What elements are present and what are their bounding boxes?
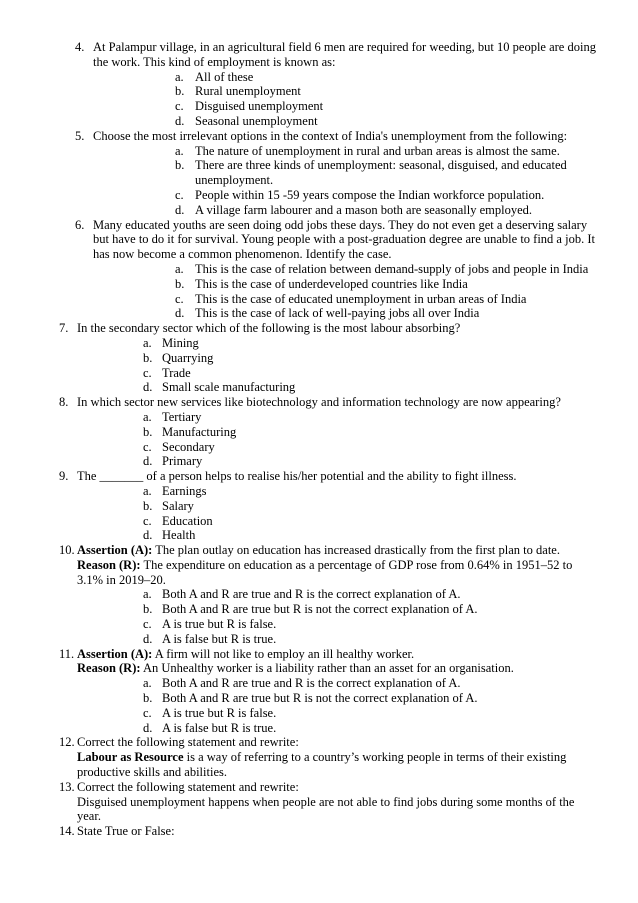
option-text: Both A and R are true and R is the correct explanation of A. xyxy=(162,676,461,691)
option-letter: d. xyxy=(143,380,153,395)
option-d xyxy=(77,632,598,647)
option-letter: a. xyxy=(143,676,152,691)
assertion-text: The plan outlay on education has increased drastically from the first plan to date. xyxy=(152,543,560,558)
option-letter: d. xyxy=(143,631,153,646)
option-a xyxy=(93,144,598,159)
option-text: All of these xyxy=(195,69,254,84)
reason-statement xyxy=(77,558,598,588)
question-number: 6. xyxy=(75,217,85,232)
assertion-text: A firm will not like to employ an ill healthy worker. xyxy=(152,646,415,661)
option-list xyxy=(93,262,598,321)
option-d xyxy=(93,203,598,218)
option-a xyxy=(77,484,598,499)
option-c xyxy=(77,366,598,381)
option-text: Seasonal unemployment xyxy=(195,113,318,128)
option-text: People within 15 -59 years compose the Indian workforce population. xyxy=(195,187,545,202)
option-letter: a. xyxy=(143,483,152,498)
option-list xyxy=(93,70,598,129)
option-text: Disguised unemployment xyxy=(195,99,324,114)
option-letter: c. xyxy=(175,99,184,114)
question-text: Correct the following statement and rewrite: xyxy=(77,735,299,750)
option-c xyxy=(77,706,598,721)
option-d xyxy=(77,721,598,736)
question-number: 8. xyxy=(59,395,69,410)
option-b xyxy=(77,602,598,617)
option-text: Earnings xyxy=(162,483,207,498)
option-list xyxy=(77,676,598,735)
statement-text: is a way of referring to a country’s working people in terms of their existing productive skills and abilities. xyxy=(77,750,567,780)
reason-label: Reason (R): xyxy=(77,557,141,572)
question-12 xyxy=(0,735,638,779)
option-letter: c. xyxy=(143,439,152,454)
option-letter: d. xyxy=(175,202,185,217)
option-letter: a. xyxy=(143,409,152,424)
option-text: Both A and R are true but R is not the correct explanation of A. xyxy=(162,602,478,617)
question-10 xyxy=(0,543,638,647)
option-letter: b. xyxy=(175,158,185,173)
question-number: 10. xyxy=(59,543,75,558)
option-letter: d. xyxy=(143,720,153,735)
option-text: Primary xyxy=(162,454,203,469)
assertion-statement xyxy=(77,543,598,558)
question-text: Many educated youths are seen doing odd jobs these days. They do not even get a deserving salary but have to do it for survival. Young people with a post-graduation degree are unable to find a job. It has now become a common phenomenon. Identify the case. xyxy=(93,217,595,262)
option-a xyxy=(77,336,598,351)
option-d xyxy=(77,380,598,395)
option-letter: d. xyxy=(175,306,185,321)
option-c xyxy=(93,99,598,114)
option-text: This is the case of underdeveloped countries like India xyxy=(195,276,468,291)
question-number: 4. xyxy=(75,40,85,54)
option-text: The nature of unemployment in rural and urban areas is almost the same. xyxy=(195,143,560,158)
option-a xyxy=(93,70,598,85)
option-letter: d. xyxy=(175,113,185,128)
question-text: State True or False: xyxy=(77,824,175,839)
option-b xyxy=(77,691,598,706)
statement-bold-term: Labour as Resource xyxy=(77,750,184,765)
question-5 xyxy=(0,129,638,218)
question-11 xyxy=(0,647,638,736)
option-text: Salary xyxy=(162,498,194,513)
question-text: In the secondary sector which of the following is the most labour absorbing? xyxy=(77,321,461,336)
question-number: 5. xyxy=(75,128,85,143)
option-text: This is the case of educated unemployment in urban areas of India xyxy=(195,291,527,306)
option-a xyxy=(93,262,598,277)
reason-label: Reason (R): xyxy=(77,661,141,676)
option-c xyxy=(93,292,598,307)
option-letter: c. xyxy=(175,187,184,202)
question-number: 9. xyxy=(59,469,69,484)
option-list xyxy=(77,410,598,469)
option-letter: c. xyxy=(143,617,152,632)
option-list xyxy=(77,336,598,395)
option-text: Education xyxy=(162,513,213,528)
option-b xyxy=(93,158,598,188)
option-letter: d. xyxy=(143,528,153,543)
option-letter: a. xyxy=(143,587,152,602)
reason-text: An Unhealthy worker is a liability rather than an asset for an organisation. xyxy=(140,661,514,676)
option-text: Rural unemployment xyxy=(195,84,301,99)
option-text: Trade xyxy=(162,365,191,380)
option-text: Small scale manufacturing xyxy=(162,380,296,395)
option-a xyxy=(77,410,598,425)
option-letter: c. xyxy=(143,705,152,720)
option-c xyxy=(77,514,598,529)
option-d xyxy=(77,528,598,543)
option-b xyxy=(77,425,598,440)
question-14 xyxy=(0,824,638,839)
question-number: 12. xyxy=(59,735,75,750)
option-list xyxy=(93,144,598,218)
option-text: A is false but R is true. xyxy=(162,631,277,646)
question-number: 14. xyxy=(59,824,75,839)
question-text: At Palampur village, in an agricultural field 6 men are required for weeding, but 10 people are doing the work. This kind of employment is known as: xyxy=(93,40,596,69)
question-text: The _______ of a person helps to realise his/her potential and the ability to fight illness. xyxy=(77,469,517,484)
option-text: A village farm labourer and a mason both are seasonally employed. xyxy=(195,202,533,217)
option-text: A is true but R is false. xyxy=(162,705,277,720)
option-letter: c. xyxy=(175,291,184,306)
option-list xyxy=(77,484,598,543)
option-letter: a. xyxy=(175,261,184,276)
option-d xyxy=(93,114,598,129)
option-c xyxy=(77,617,598,632)
option-letter: b. xyxy=(143,498,153,513)
option-letter: b. xyxy=(143,350,153,365)
reason-statement xyxy=(77,661,598,676)
question-text: Correct the following statement and rewrite: xyxy=(77,779,299,794)
option-b xyxy=(93,84,598,99)
option-c xyxy=(93,188,598,203)
option-letter: b. xyxy=(143,424,153,439)
option-letter: c. xyxy=(143,365,152,380)
question-number: 13. xyxy=(59,779,75,794)
option-text: Manufacturing xyxy=(162,424,237,439)
assertion-label: Assertion (A): xyxy=(77,543,153,558)
option-text: Health xyxy=(162,528,196,543)
statement-to-correct xyxy=(77,750,598,780)
question-8 xyxy=(0,395,638,469)
question-7 xyxy=(0,321,638,395)
option-letter: a. xyxy=(175,69,184,84)
option-a xyxy=(77,587,598,602)
option-text: Tertiary xyxy=(162,409,202,424)
question-4 xyxy=(0,0,638,129)
option-letter: b. xyxy=(175,276,185,291)
option-b xyxy=(77,499,598,514)
option-text: A is false but R is true. xyxy=(162,720,277,735)
assertion-label: Assertion (A): xyxy=(77,646,153,661)
option-letter: d. xyxy=(143,454,153,469)
statement-to-correct: Disguised unemployment happens when people are not able to find jobs during some months of the year. xyxy=(77,794,575,824)
option-text: Secondary xyxy=(162,439,215,454)
option-c xyxy=(77,440,598,455)
assertion-statement xyxy=(77,647,598,662)
question-9 xyxy=(0,469,638,543)
question-6 xyxy=(0,218,638,322)
option-letter: b. xyxy=(175,84,185,99)
option-letter: c. xyxy=(143,513,152,528)
question-text: In which sector new services like biotechnology and information technology are now appearing? xyxy=(77,395,561,410)
option-text: Quarrying xyxy=(162,350,214,365)
question-13 xyxy=(0,780,638,824)
option-letter: a. xyxy=(143,335,152,350)
option-a xyxy=(77,676,598,691)
option-d xyxy=(77,454,598,469)
question-number: 7. xyxy=(59,321,69,336)
reason-text: The expenditure on education as a percentage of GDP rose from 0.64% in 1951–52 to 3.1% in 2019–20. xyxy=(77,557,573,587)
option-text: Both A and R are true but R is not the correct explanation of A. xyxy=(162,691,478,706)
option-letter: a. xyxy=(175,143,184,158)
option-text: Mining xyxy=(162,335,199,350)
option-text: There are three kinds of unemployment: seasonal, disguised, and educated unemployment. xyxy=(195,158,567,188)
option-text: This is the case of lack of well-paying jobs all over India xyxy=(195,306,480,321)
option-letter: b. xyxy=(143,602,153,617)
question-number: 11. xyxy=(59,646,75,661)
option-letter: b. xyxy=(143,691,153,706)
option-b xyxy=(93,277,598,292)
option-d xyxy=(93,306,598,321)
option-text: Both A and R are true and R is the correct explanation of A. xyxy=(162,587,461,602)
question-text: Choose the most irrelevant options in the context of India's unemployment from the following: xyxy=(93,128,568,143)
option-text: A is true but R is false. xyxy=(162,617,277,632)
option-list xyxy=(77,587,598,646)
option-text: This is the case of relation between demand-supply of jobs and people in India xyxy=(195,261,589,276)
option-b xyxy=(77,351,598,366)
